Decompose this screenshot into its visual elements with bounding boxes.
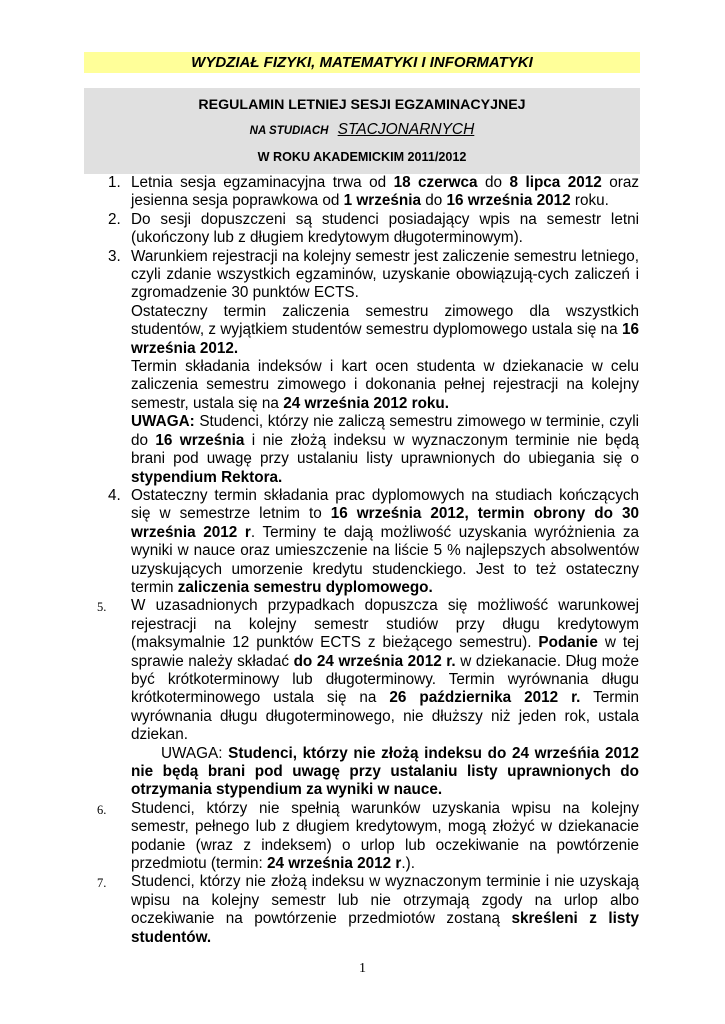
regulation-item [108, 174, 640, 211]
academic-year: W ROKU AKADEMICKIM 2011/2012 [257, 150, 467, 164]
regulation-item [97, 799, 639, 874]
bold-text: 18 czerwca [393, 174, 478, 191]
item-paragraph [131, 303, 639, 358]
bold-text: stypendium Rektora. [131, 468, 283, 486]
regulation-item [97, 873, 639, 947]
text-run: do [477, 174, 510, 191]
text-run: Studenci, którzy nie złożą indeksu w wyznaczonym terminie i nie uzyskają wpisu na kolejny semestr lub nie otrzymają zgody na urlop albo oczekiwanie na powtórzenie przedmiotów zostaną [131, 873, 639, 928]
page-number: 1 [359, 961, 366, 976]
item-paragraph [131, 800, 639, 874]
text-run: W uzasadnionych przypadkach dopuszcza się możliwość warunkowej rejestracji na kolejny semestr studiów przy długu kredytowym (maksymalnie 12 punktów ECTS z bieżącego semestru). [131, 597, 639, 652]
text-run: Letnia sesja egzaminacyjna trwa od [131, 174, 394, 191]
item-paragraph [131, 413, 639, 487]
bold-text: 8 lipca 2012 [509, 174, 602, 191]
bold-text: 16 września 2012 [446, 192, 571, 210]
text-run: do [420, 192, 447, 210]
bold-text: do 24 września 2012 r. [293, 652, 456, 670]
title-block [84, 88, 640, 174]
bold-text: 24 września 2012 roku. [283, 394, 450, 412]
text-run: Warunkiem rejestracji na kolejny semestr jest zaliczenie semestru letniego, czyli zdanie wszystkich egzaminów, uzyskanie obowiązują-cych zaliczeń i zgromadzenie 30 punktów ECTS. [131, 247, 639, 302]
bold-text: 16 września [155, 431, 245, 449]
bold-text: Studenci, którzy nie złożą indeksu do 24 wrześńia 2012 nie będą brani pod uwagę przy ustalaniu listy uprawnionych do otrzymania stypendium za wyniki w nauce. [131, 744, 639, 799]
item-number: 3. [108, 247, 121, 265]
bold-text: 1 września [343, 192, 421, 210]
text-run: .). [401, 855, 415, 873]
text-run: Studenci, którzy nie spełnią warunków uzyskania wpisu na kolejny semestr, pełnego lub z długiem kredytowym, mogą złożyć w dziekanacie podanie (wraz z indeksem) o urlop lub oczekiwanie na powtórzenie przedmiotu (termin: [131, 799, 639, 873]
item-paragraph [131, 745, 639, 800]
text-run: Do sesji dopuszczeni są studenci posiadający wpis na semestr letni (ukończony lub z długiem kredytowym długoterminowym). [131, 210, 639, 247]
item-number: 4. [108, 486, 121, 504]
document-title: REGULAMIN LETNIEJ SESJI EGZAMINACYJNEJ [198, 97, 526, 113]
item-paragraph [131, 487, 639, 597]
regulation-item [108, 247, 640, 487]
item-number: 2. [108, 210, 121, 228]
study-mode-line [84, 119, 640, 142]
item-paragraph [131, 174, 639, 211]
study-mode-prefix: NA STUDIACH [249, 125, 329, 137]
bold-text: 26 października 2012 r. [389, 689, 581, 707]
text-run: Ostateczny termin zaliczenia semestru zimowego dla wszystkich studentów, z wyjątkiem studentów semestru dyplomowego ustala się na [131, 302, 639, 339]
faculty-banner [84, 52, 640, 73]
text-run: . Terminy te dają możliwość uzyskania wyróżnienia za wyniki w nauce oraz umieszczenie na liście 5 % najlepszych absolwentów uzyskujących umorzenie kredytu studenckiego. Jest to też ostateczny termin [131, 523, 639, 596]
item-paragraph [131, 873, 639, 947]
text-run: i nie złożą indeksu w wyznaczonym terminie nie będą brani pod uwagę przy ustalaniu listy uprawnionych do ubiegania się o [131, 431, 640, 468]
regulation-item [97, 597, 640, 799]
text-run: oraz jesienna sesja poprawkowa od [131, 174, 640, 210]
item-paragraph [131, 248, 639, 303]
item-paragraph [131, 211, 639, 248]
bold-text: 16 września 2012. [131, 321, 639, 357]
item-paragraph [131, 358, 639, 413]
text-run: w dziekanacie. Dług może być krótkoterminowy lub długoterminowy. Termin wyrównania długu krótkoterminowego ustala się na [131, 652, 639, 707]
bold-text: skreśleni z listy studentów. [131, 910, 639, 946]
text-run: Termin wyrównania długu długoterminowego, nie dłuższy niż jeden rok, ustala dziekan. [131, 689, 640, 744]
item-number: 7. [97, 876, 107, 891]
text-run: Termin składania indeksów i kart ocen studenta w dziekanacie w celu zaliczenia semestru zimowego i dokonania pełnej rejestracji na kolejny semestr, ustala się na [131, 358, 639, 412]
item-number: 6. [97, 802, 107, 817]
text-run: w tej sprawie należy składać [131, 634, 640, 670]
study-mode-value: STACJONARNYCH [337, 121, 475, 138]
bold-text: 24 września 2012 r [267, 855, 402, 873]
item-paragraph [131, 597, 639, 744]
bold-text: Podanie [538, 634, 598, 652]
item-number: 5. [97, 600, 107, 615]
regulation-item [108, 486, 640, 597]
text-run: UWAGA: [161, 744, 229, 762]
faculty-title: WYDZIAŁ FIZYKI, MATEMATYKI I INFORMATYKI [191, 54, 533, 71]
text-run: roku. [570, 192, 609, 210]
regulation-list [97, 174, 640, 947]
bold-text: UWAGA: [131, 413, 195, 431]
bold-text: 16 września 2012, termin obrony do 30 września 2012 r [131, 505, 640, 541]
text-run: Studenci, którzy nie zaliczą semestru zimowego w terminie, czyli do [131, 413, 639, 449]
text-run: Ostateczny termin składania prac dyplomowych na studiach kończących się w semestrze letnim to [131, 486, 639, 523]
regulation-item [108, 210, 639, 248]
bold-text: zaliczenia semestru dyplomowego. [177, 578, 433, 596]
item-number: 1. [108, 174, 121, 191]
